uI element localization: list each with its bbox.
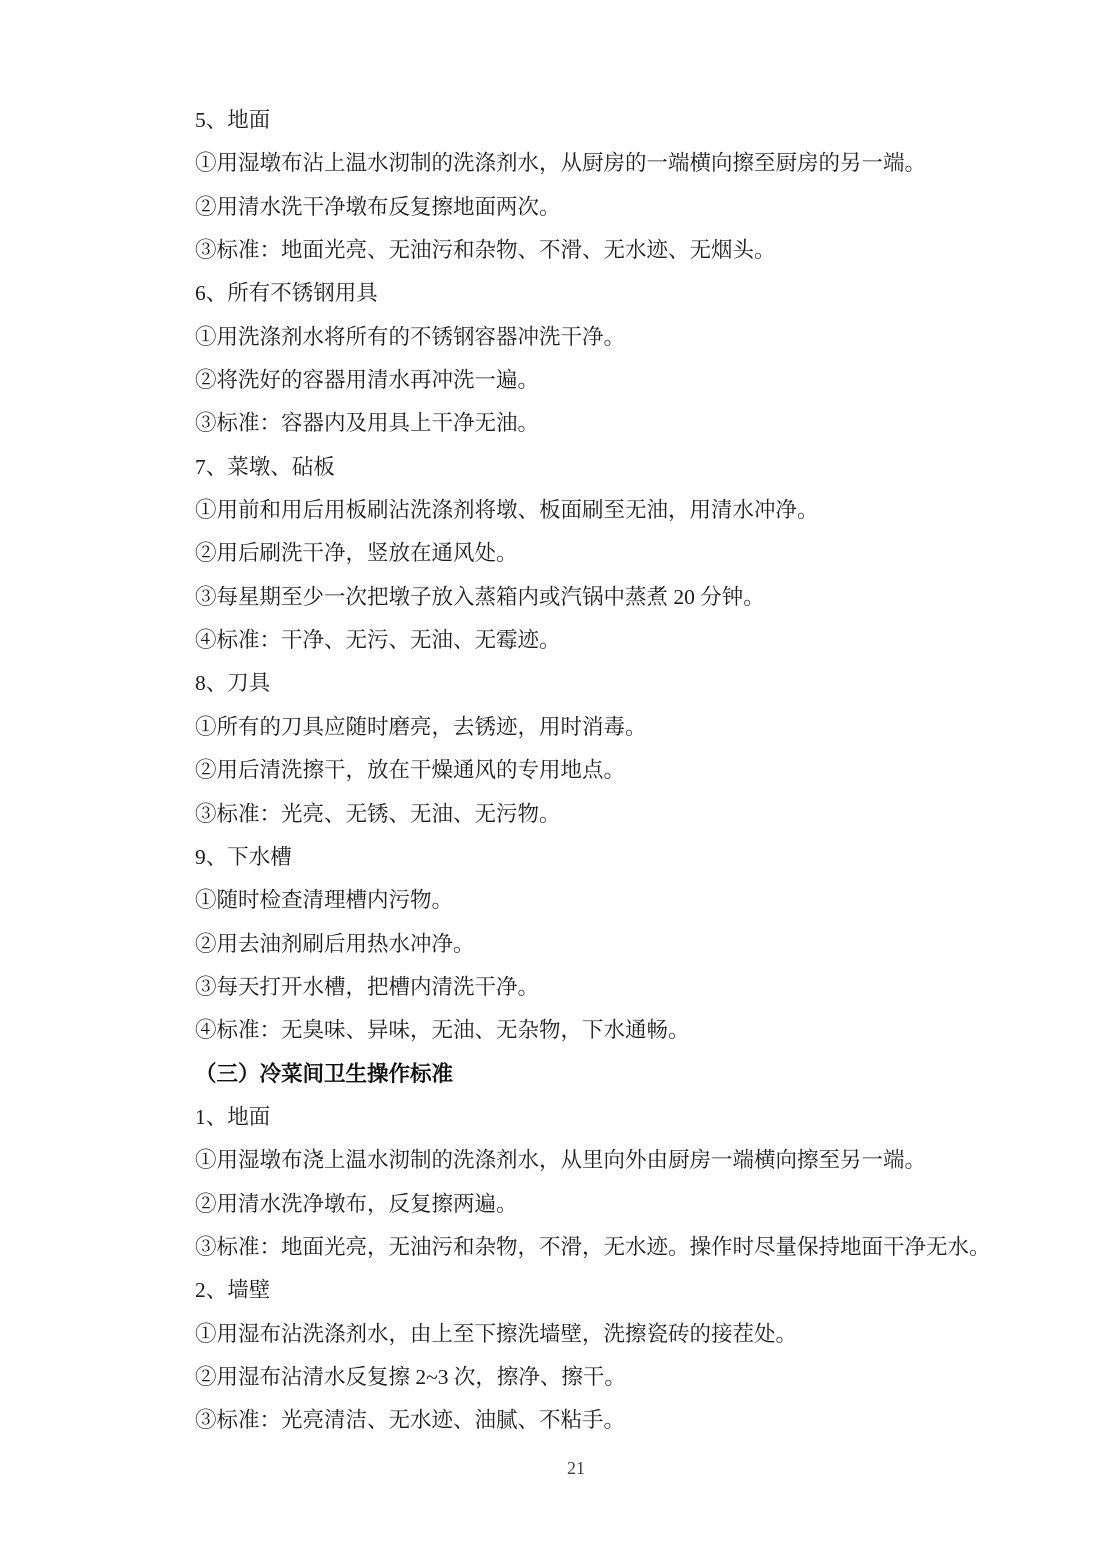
paragraph-line: ①用湿墩布沾上温水沏制的洗涤剂水，从厨房的一端横向擦至厨房的另一端。 xyxy=(195,151,927,176)
paragraph-line: ①所有的刀具应随时磨亮，去锈迹，用时消毒。 xyxy=(195,714,647,739)
paragraph-line: 1、地面 xyxy=(195,1104,271,1129)
paragraph-line: ③标准：光亮清洁、无水迹、油腻、不粘手。 xyxy=(195,1408,626,1433)
paragraph-line: 2、墙壁 xyxy=(195,1278,271,1303)
paragraph-line: ③每星期至少一次把墩子放入蒸箱内或汽锅中蒸煮 20 分钟。 xyxy=(195,584,765,609)
paragraph-line: ④标准：无臭味、异味，无油、无杂物，下水通畅。 xyxy=(195,1018,690,1043)
paragraph-line: ②用去油剂刷后用热水冲净。 xyxy=(195,931,475,956)
paragraph-line: ②用后刷洗干净，竖放在通风处。 xyxy=(195,541,518,566)
paragraph-line: ③每天打开水槽，把槽内清洗干净。 xyxy=(195,974,540,999)
paragraph-line: ②用清水洗净墩布，反复擦两遍。 xyxy=(195,1191,518,1216)
paragraph-line: ③标准：地面光亮、无油污和杂物、不滑、无水迹、无烟头。 xyxy=(195,238,776,263)
paragraph-line: ③标准：容器内及用具上干净无油。 xyxy=(195,411,540,436)
paragraph-line: ④标准：干净、无污、无油、无霉迹。 xyxy=(195,628,561,653)
paragraph-line: ②用湿布沾清水反复擦 2~3 次，擦净、擦干。 xyxy=(195,1364,626,1389)
paragraph-line: ③标准：地面光亮，无油污和杂物，不滑，无水迹。操作时尽量保持地面干净无水。 xyxy=(195,1234,991,1259)
paragraph-line: ②将洗好的容器用清水再冲洗一遍。 xyxy=(195,368,540,393)
paragraph-line: ①用前和用后用板刷沾洗涤剂将墩、板面刷至无油，用清水冲净。 xyxy=(195,498,819,523)
paragraph-line: 8、刀具 xyxy=(195,671,271,696)
paragraph-line: 5、地面 xyxy=(195,108,271,132)
paragraph-line: 7、菜墩、砧板 xyxy=(195,454,335,479)
paragraph-line: ①用洗涤剂水将所有的不锈钢容器冲洗干净。 xyxy=(195,324,626,349)
paragraph-line: ①用湿布沾洗涤剂水，由上至下擦洗墙壁，洗擦瓷砖的接茬处。 xyxy=(195,1321,798,1346)
paragraph-line: ②用后清洗擦干，放在干燥通风的专用地点。 xyxy=(195,758,626,783)
paragraph-line: ①用湿墩布浇上温水沏制的洗涤剂水，从里向外由厨房一端横向擦至另一端。 xyxy=(195,1148,927,1173)
paragraph-line: 6、所有不锈钢用具 xyxy=(195,281,378,306)
paragraph-line: ②用清水洗干净墩布反复擦地面两次。 xyxy=(195,194,561,219)
paragraph-line: 9、下水槽 xyxy=(195,844,292,869)
document-body xyxy=(195,99,1055,1443)
paragraph-line: ①随时检查清理槽内污物。 xyxy=(195,888,454,913)
paragraph-line: ③标准：光亮、无锈、无油、无污物。 xyxy=(195,801,561,826)
page-number: 21 xyxy=(567,1458,585,1478)
section-heading: （三）冷菜间卫生操作标准 xyxy=(195,1061,454,1086)
